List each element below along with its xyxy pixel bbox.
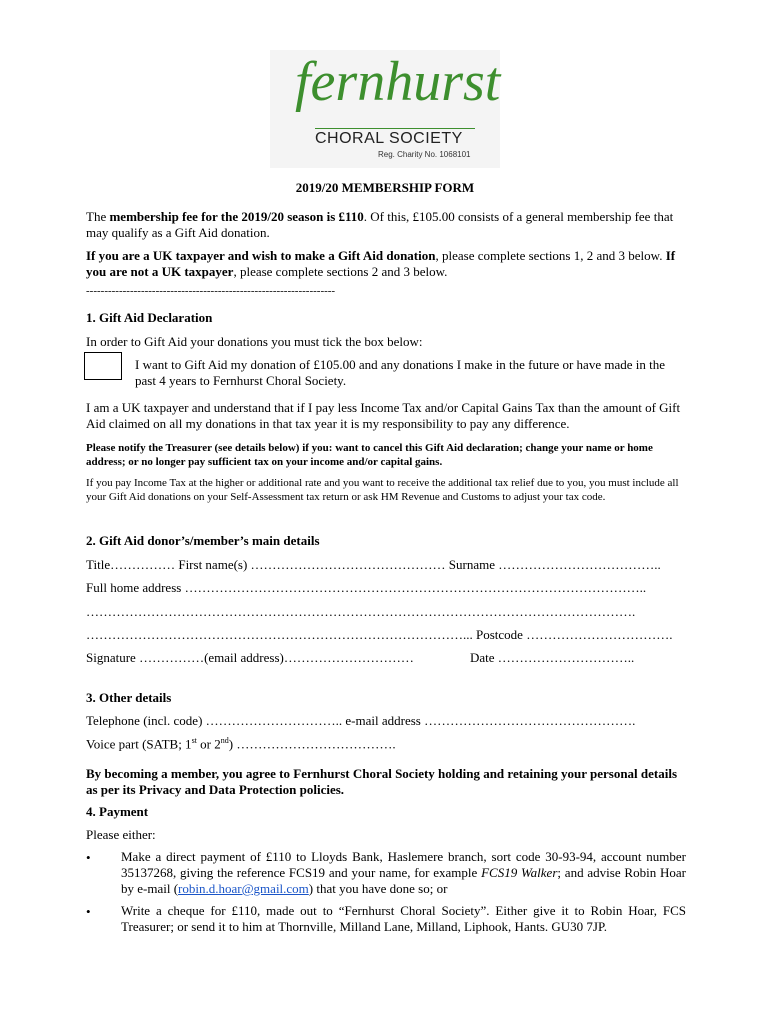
bullet-2: • [86, 904, 91, 919]
voice-text-c: ) ………………………………. [228, 736, 396, 752]
bullet-1: • [86, 850, 91, 865]
divider-line: -------------------------------------------------------------------- [86, 285, 336, 297]
logo-rule [315, 128, 475, 129]
section4-heading: 4. Payment [86, 804, 149, 819]
voice-sup-nd: nd [220, 736, 229, 745]
gift-aid-instruction: In order to Gift Aid your donations you must tick the box below: [86, 334, 423, 349]
logo-subtitle: CHORAL SOCIETY [315, 130, 463, 147]
treasurer-email-link[interactable]: robin.d.hoar@gmail.com [178, 881, 309, 896]
taxpayer-declaration: I am a UK taxpayer and understand that if I pay less Income Tax and/or Capital Gains Tax than the amount of Gift Aid claimed on all my donations in that tax year it is my responsibility to pay any difference. [86, 400, 681, 431]
fee-text-bold: membership fee for the 2019/20 season is £110 [109, 209, 364, 224]
telephone-email-line[interactable]: Telephone (incl. code) ………………………….. e-mail address …………………………………………. [86, 713, 636, 728]
higher-rate-text: If you pay Income Tax at the higher or additional rate and you want to receive the additional tax relief due to you, you must include all your Gift Aid donations on your Self-Assessment tax return or ask HM Revenue and Customs to adjust your tax code. [86, 477, 679, 503]
bank-text-c: ) that you have done so; or [308, 881, 448, 896]
taxpayer-paragraph [86, 248, 686, 280]
logo-wordmark: fernhurst [295, 51, 501, 113]
logo-charity-number: Reg. Charity No. 1068101 [378, 150, 471, 159]
name-fields-line[interactable]: Title…………… First name(s) ……………………………………… Surname ……………………………….. [86, 557, 661, 572]
form-title: 2019/20 MEMBERSHIP FORM [295, 180, 475, 195]
please-either-text: Please either: [86, 827, 156, 842]
address-field-line[interactable]: Full home address …………………………………………………………………………………………….. [86, 580, 647, 595]
gift-aid-checkbox-label: I want to Gift Aid my donation of £105.00 and any donations I make in the future or have made in the past 4 years to Fernhurst Choral Society. [135, 357, 665, 388]
fee-paragraph [86, 209, 686, 241]
payment-option-cheque: Write a cheque for £110, made out to “Fernhurst Choral Society”. Either give it to Robin Hoar, FCS Treasurer; or send it to him at Thornville, Milland Lane, Milland, Liphook, Hants. GU30 7JP. [121, 903, 686, 934]
taxpayer-bold-a: If you are a UK taxpayer and wish to make a Gift Aid donation [86, 248, 436, 263]
taxpayer-text-b: , please complete sections 1, 2 and 3 below. [435, 248, 666, 263]
privacy-agreement: By becoming a member, you agree to Fernhurst Choral Society holding and retaining your personal details as per its Privacy and Data Protection policies. [86, 766, 678, 797]
voice-part-line[interactable] [86, 736, 686, 752]
section2-heading: 2. Gift Aid donor’s/member’s main details [86, 533, 320, 548]
address-field-line-2[interactable]: ………………………………………………………………………………………………………………. [86, 604, 636, 619]
bank-example-ref: FCS19 Walker [481, 865, 558, 880]
voice-sup-st: st [191, 736, 197, 745]
voice-text-a: Voice part (SATB; 1 [86, 736, 192, 752]
fee-text-c: . Of this, £105.00 consists of a general membership fee that may qualify as a Gift Aid donation. [86, 209, 674, 240]
taxpayer-text-d: , please complete sections 2 and 3 below. [233, 264, 448, 279]
taxpayer-bold-c: If you are not a UK taxpayer [86, 248, 676, 279]
signature-email-line[interactable]: Signature ……………(email address)………………………… [86, 650, 414, 665]
fernhurst-logo [270, 50, 500, 168]
gift-aid-checkbox[interactable] [84, 352, 122, 380]
voice-text-b: or 2 [196, 736, 221, 752]
bank-text-b: ; and advise Robin Hoar by e-mail ( [121, 865, 686, 896]
notify-treasurer-text: Please notify the Treasurer (see details below) if you: want to cancel this Gift Aid declaration; change your name or home address; or no longer pay sufficient tax on your income and/or capital gains. [86, 442, 653, 468]
section3-heading: 3. Other details [86, 690, 172, 705]
postcode-field-line[interactable]: ……………………………………………………………………………... Postcode ……………………………. [86, 627, 673, 642]
payment-option-bank [121, 849, 686, 897]
fee-text-a: The [86, 209, 110, 224]
date-field-line[interactable]: Date ………………………….. [470, 650, 635, 665]
bank-text-a: Make a direct payment of £110 to Lloyds Bank, Haslemere branch, sort code 30-93-94, account number 35137268, giving the reference FCS19 and your name, for example [121, 849, 686, 880]
section1-heading: 1. Gift Aid Declaration [86, 310, 213, 325]
